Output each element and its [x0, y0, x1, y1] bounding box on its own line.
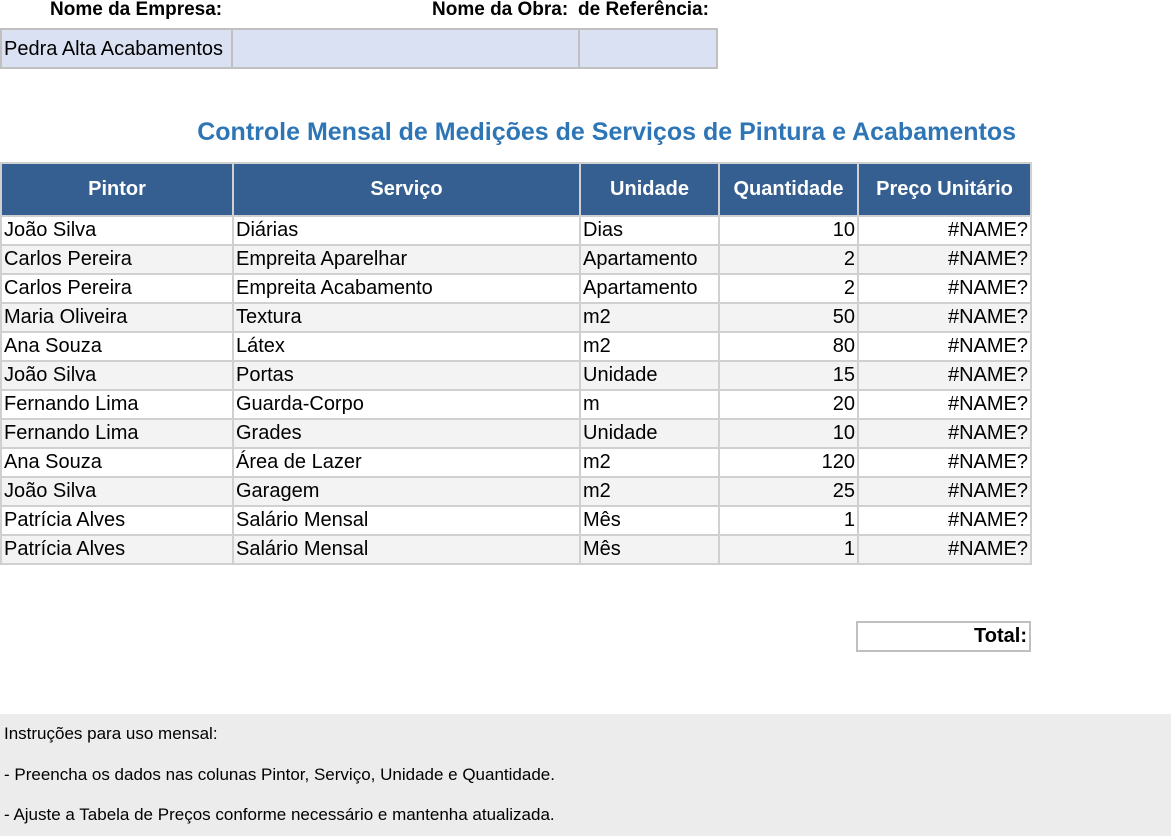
preco-unitario-cell[interactable]: #NAME? — [858, 245, 1031, 274]
unidade-cell[interactable]: m2 — [580, 332, 719, 361]
unidade-cell[interactable]: Apartamento — [580, 274, 719, 303]
table-header-row — [1, 163, 1031, 216]
sheet-title: Controle Mensal de Medições de Serviços de Pintura e Acabamentos — [197, 118, 1016, 146]
instruction-line: - Preencha os dados nas colunas Pintor, Serviço, Unidade e Quantidade. — [4, 765, 555, 784]
preco-unitario-cell[interactable]: #NAME? — [858, 535, 1031, 564]
reference-cell[interactable] — [578, 28, 718, 69]
unidade-cell[interactable]: Mês — [580, 535, 719, 564]
table-row — [1, 535, 1031, 564]
pintor-cell[interactable]: Fernando Lima — [1, 390, 233, 419]
quantidade-cell[interactable]: 25 — [719, 477, 858, 506]
column-header-preco-unitario[interactable]: Preço Unitário — [858, 163, 1031, 216]
servico-cell[interactable]: Garagem — [233, 477, 580, 506]
preco-unitario-cell[interactable]: #NAME? — [858, 477, 1031, 506]
unidade-cell[interactable]: m2 — [580, 303, 719, 332]
table-row — [1, 332, 1031, 361]
quantidade-cell[interactable]: 50 — [719, 303, 858, 332]
servico-cell[interactable]: Guarda-Corpo — [233, 390, 580, 419]
project-label: Nome da Obra: — [432, 0, 569, 20]
quantidade-cell[interactable]: 120 — [719, 448, 858, 477]
pintor-cell[interactable]: Maria Oliveira — [1, 303, 233, 332]
pintor-cell[interactable]: Fernando Lima — [1, 419, 233, 448]
column-header-quantidade[interactable]: Quantidade — [719, 163, 858, 216]
column-header-pintor[interactable]: Pintor — [1, 163, 233, 216]
unidade-cell[interactable]: Dias — [580, 216, 719, 245]
unidade-cell[interactable]: m2 — [580, 448, 719, 477]
table-row — [1, 245, 1031, 274]
preco-unitario-cell[interactable]: #NAME? — [858, 390, 1031, 419]
servico-cell[interactable]: Portas — [233, 361, 580, 390]
unidade-cell[interactable]: Unidade — [580, 361, 719, 390]
unidade-cell[interactable]: Unidade — [580, 419, 719, 448]
table-row — [1, 477, 1031, 506]
servico-cell[interactable]: Grades — [233, 419, 580, 448]
pintor-cell[interactable]: João Silva — [1, 216, 233, 245]
servico-cell[interactable]: Látex — [233, 332, 580, 361]
servico-cell[interactable]: Empreita Aparelhar — [233, 245, 580, 274]
project-name-cell[interactable] — [231, 28, 580, 69]
table-row — [1, 361, 1031, 390]
quantidade-cell[interactable]: 2 — [719, 274, 858, 303]
quantidade-cell[interactable]: 1 — [719, 535, 858, 564]
preco-unitario-cell[interactable]: #NAME? — [858, 448, 1031, 477]
preco-unitario-cell[interactable]: #NAME? — [858, 274, 1031, 303]
servico-cell[interactable]: Área de Lazer — [233, 448, 580, 477]
instruction-line: - Ajuste a Tabela de Preços conforme necessário e mantenha atualizada. — [4, 805, 555, 824]
quantidade-cell[interactable]: 1 — [719, 506, 858, 535]
reference-label: de Referência: — [578, 0, 709, 20]
pintor-cell[interactable]: João Silva — [1, 361, 233, 390]
table-row — [1, 216, 1031, 245]
preco-unitario-cell[interactable]: #NAME? — [858, 332, 1031, 361]
pintor-cell[interactable]: João Silva — [1, 477, 233, 506]
measurements-table — [0, 162, 1032, 565]
servico-cell[interactable]: Salário Mensal — [233, 506, 580, 535]
quantidade-cell[interactable]: 10 — [719, 216, 858, 245]
preco-unitario-cell[interactable]: #NAME? — [858, 361, 1031, 390]
pintor-cell[interactable]: Ana Souza — [1, 332, 233, 361]
total-label: Total: — [856, 621, 1031, 652]
instructions-panel — [0, 714, 1171, 836]
servico-cell[interactable]: Diárias — [233, 216, 580, 245]
unidade-cell[interactable]: Apartamento — [580, 245, 719, 274]
preco-unitario-cell[interactable]: #NAME? — [858, 303, 1031, 332]
company-name-cell[interactable]: Pedra Alta Acabamentos — [0, 28, 233, 69]
preco-unitario-cell[interactable]: #NAME? — [858, 506, 1031, 535]
servico-cell[interactable]: Salário Mensal — [233, 535, 580, 564]
table-row — [1, 506, 1031, 535]
pintor-cell[interactable]: Ana Souza — [1, 448, 233, 477]
column-header-servico[interactable]: Serviço — [233, 163, 580, 216]
table-row — [1, 448, 1031, 477]
instructions-heading: Instruções para uso mensal: — [4, 724, 218, 743]
table-row — [1, 419, 1031, 448]
pintor-cell[interactable]: Patrícia Alves — [1, 506, 233, 535]
pintor-cell[interactable]: Carlos Pereira — [1, 245, 233, 274]
quantidade-cell[interactable]: 20 — [719, 390, 858, 419]
servico-cell[interactable]: Textura — [233, 303, 580, 332]
pintor-cell[interactable]: Carlos Pereira — [1, 274, 233, 303]
quantidade-cell[interactable]: 10 — [719, 419, 858, 448]
pintor-cell[interactable]: Patrícia Alves — [1, 535, 233, 564]
table-row — [1, 274, 1031, 303]
table-row — [1, 390, 1031, 419]
table-row — [1, 303, 1031, 332]
unidade-cell[interactable]: Mês — [580, 506, 719, 535]
quantidade-cell[interactable]: 80 — [719, 332, 858, 361]
quantidade-cell[interactable]: 15 — [719, 361, 858, 390]
unidade-cell[interactable]: m2 — [580, 477, 719, 506]
table-body — [1, 216, 1031, 564]
servico-cell[interactable]: Empreita Acabamento — [233, 274, 580, 303]
unidade-cell[interactable]: m — [580, 390, 719, 419]
column-header-unidade[interactable]: Unidade — [580, 163, 719, 216]
preco-unitario-cell[interactable]: #NAME? — [858, 216, 1031, 245]
company-label: Nome da Empresa: — [50, 0, 223, 20]
preco-unitario-cell[interactable]: #NAME? — [858, 419, 1031, 448]
quantidade-cell[interactable]: 2 — [719, 245, 858, 274]
